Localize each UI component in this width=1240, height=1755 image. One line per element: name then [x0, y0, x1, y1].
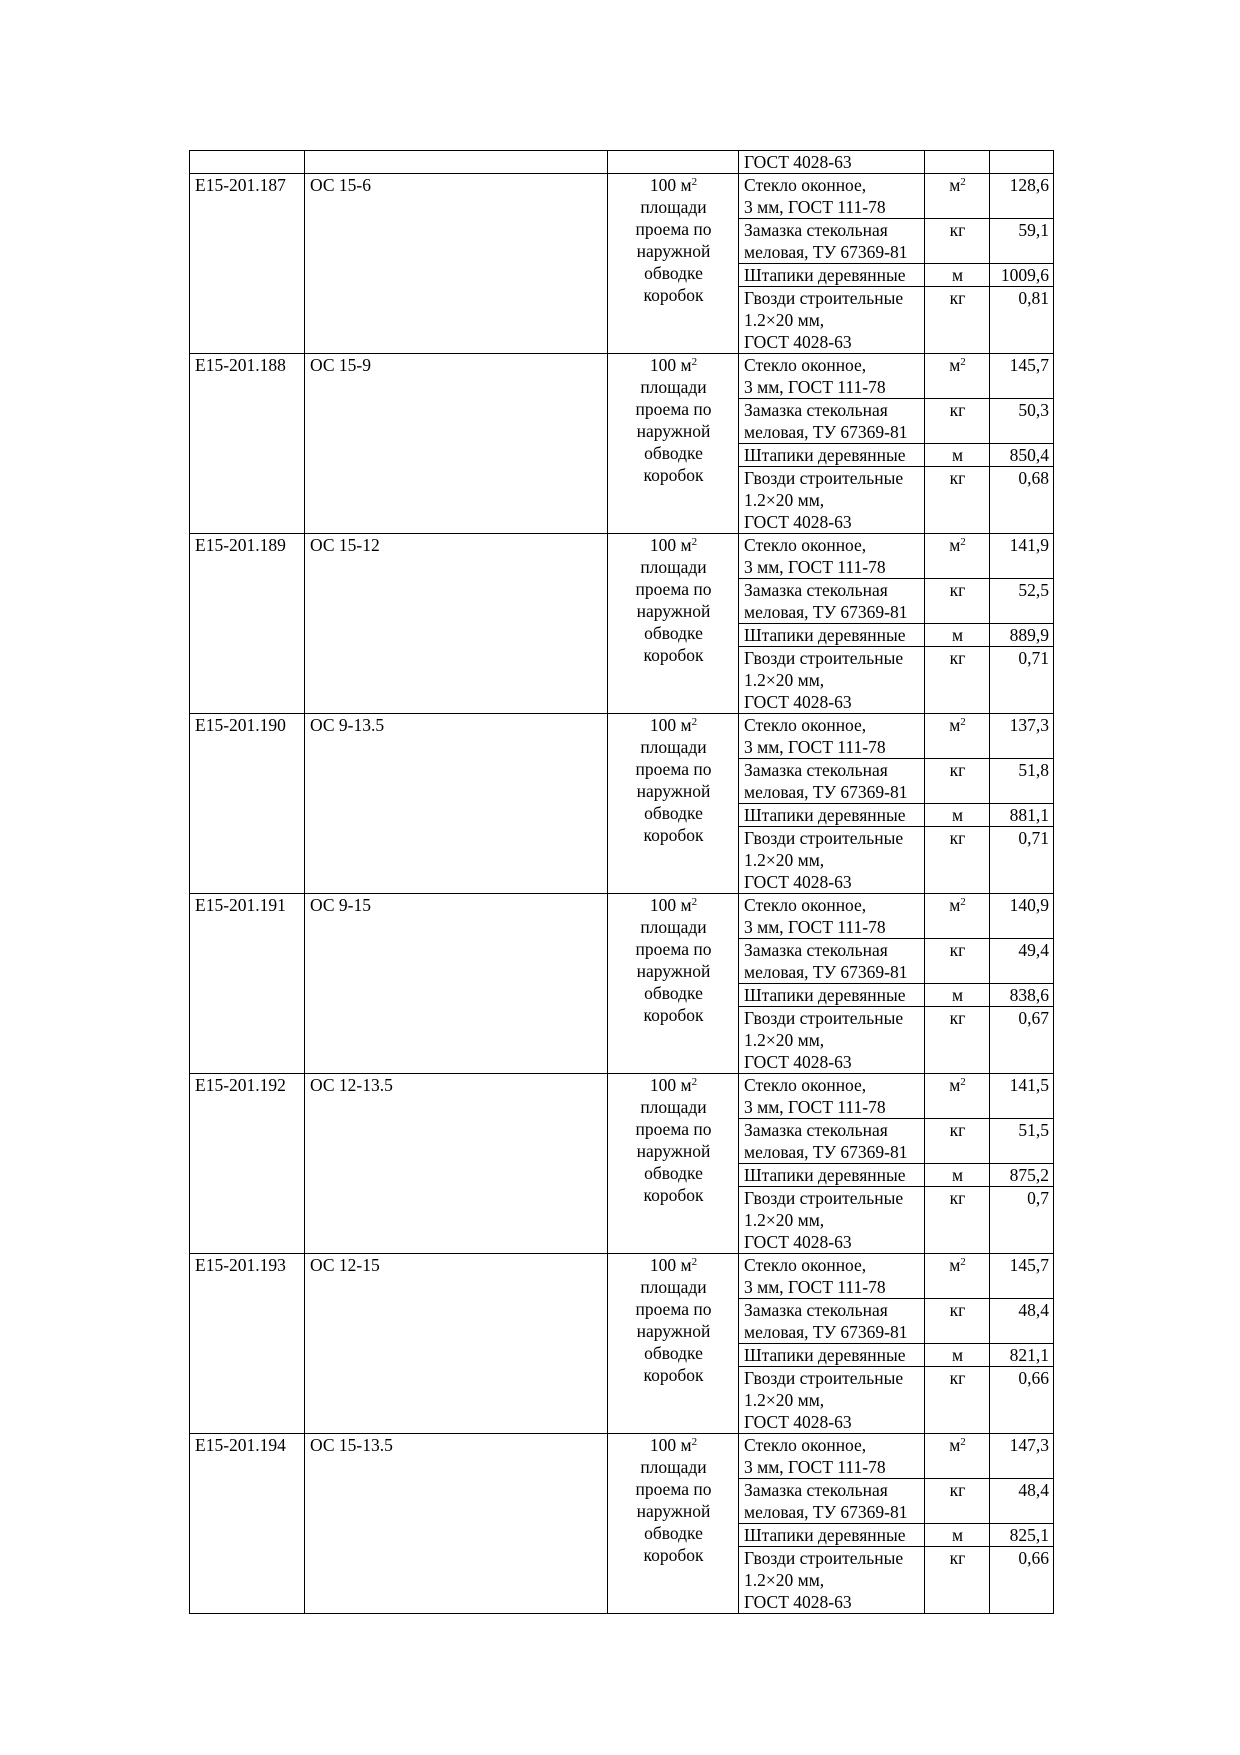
- measure-text: площади проема по наружной обводке коробок: [635, 377, 712, 485]
- text-line: Замазка стекольная: [744, 580, 888, 600]
- qty-bead: 825,1: [990, 1524, 1054, 1547]
- text-line: Замазка стекольная: [744, 1120, 888, 1140]
- text-line: 3 мм, ГОСТ 111-78: [744, 377, 886, 397]
- unit-base: м: [949, 895, 961, 915]
- measure-text: площади проема по наружной обводке коробок: [635, 1097, 712, 1205]
- qty-glass: 145,7: [990, 1254, 1054, 1299]
- code-cell: [190, 151, 305, 174]
- resource-bead: [739, 984, 925, 1007]
- norm-code: Е15-201.190: [190, 714, 305, 894]
- qty-glass: 147,3: [990, 1434, 1054, 1479]
- unit-nails: кг: [925, 1187, 990, 1254]
- text-line: 3 мм, ГОСТ 111-78: [744, 1277, 886, 1297]
- qty-nails: 0,71: [990, 647, 1054, 714]
- resource-bead: [739, 264, 925, 287]
- unit-base: м: [949, 715, 961, 735]
- norm-code: Е15-201.188: [190, 354, 305, 534]
- text-line: Гвозди строительные: [744, 288, 904, 308]
- qty-bead: 881,1: [990, 804, 1054, 827]
- qty-nails: 0,68: [990, 467, 1054, 534]
- norm-name: ОС 9-15: [305, 894, 608, 1074]
- text-line: ГОСТ 4028-63: [744, 692, 852, 712]
- norm-row: [190, 354, 1054, 399]
- text-line: 3 мм, ГОСТ 111-78: [744, 737, 886, 757]
- document-page: [189, 150, 1053, 1614]
- unit-nails: кг: [925, 467, 990, 534]
- name-cell: [305, 151, 608, 174]
- measure-unit: [608, 1074, 739, 1254]
- unit-bead: м: [925, 984, 990, 1007]
- text-line: меловая, ТУ 67369-81: [744, 1502, 908, 1522]
- norm-name: ОС 15-13.5: [305, 1434, 608, 1614]
- text-line: Штапики деревянные: [744, 625, 906, 645]
- norm-row: [190, 714, 1054, 759]
- unit-base: м: [949, 1255, 961, 1275]
- qty-nails: 0,7: [990, 1187, 1054, 1254]
- measure-text: площади проема по наружной обводке коробок: [635, 557, 712, 665]
- unit-glass: [925, 1254, 990, 1299]
- measure-unit: [608, 354, 739, 534]
- norm-row: [190, 1434, 1054, 1479]
- unit-nails: кг: [925, 827, 990, 894]
- resource-glass: [739, 1074, 925, 1119]
- text-line: Замазка стекольная: [744, 220, 888, 240]
- unit-cell: [925, 151, 990, 174]
- text-line: 3 мм, ГОСТ 111-78: [744, 197, 886, 217]
- measure-qty: 100 м: [649, 895, 692, 915]
- text-line: 1.2×20 мм,: [744, 1210, 825, 1230]
- measure-sup: 2: [691, 716, 698, 728]
- qty-bead: 850,4: [990, 444, 1054, 467]
- measure-sup: 2: [691, 356, 698, 368]
- text-line: Штапики деревянные: [744, 265, 906, 285]
- measure-sup: 2: [691, 896, 698, 908]
- qty-putty: 50,3: [990, 399, 1054, 444]
- norms-table: [189, 150, 1054, 1614]
- qty-nails: 0,66: [990, 1547, 1054, 1614]
- qty-putty: 51,5: [990, 1119, 1054, 1164]
- resource-putty: [739, 1119, 925, 1164]
- norm-name: ОС 9-13.5: [305, 714, 608, 894]
- text-line: ГОСТ 4028-63: [744, 1412, 852, 1432]
- resource-bead: [739, 1524, 925, 1547]
- carry-over-row: [190, 151, 1054, 174]
- text-line: 1.2×20 мм,: [744, 850, 825, 870]
- qty-bead: 821,1: [990, 1344, 1054, 1367]
- text-line: меловая, ТУ 67369-81: [744, 962, 908, 982]
- resource-bead: [739, 1164, 925, 1187]
- text-line: 1.2×20 мм,: [744, 1030, 825, 1050]
- qty-nails: 0,66: [990, 1367, 1054, 1434]
- measure-unit: [608, 894, 739, 1074]
- resource-glass: [739, 534, 925, 579]
- unit-putty: кг: [925, 1119, 990, 1164]
- qty-putty: 52,5: [990, 579, 1054, 624]
- measure-qty: 100 м: [649, 1075, 692, 1095]
- norm-code: Е15-201.189: [190, 534, 305, 714]
- text-line: 1.2×20 мм,: [744, 1390, 825, 1410]
- text-line: Гвозди строительные: [744, 1368, 904, 1388]
- unit-bead: м: [925, 444, 990, 467]
- measure-unit: [608, 714, 739, 894]
- resource-nails: [739, 1007, 925, 1074]
- qty-glass: 140,9: [990, 894, 1054, 939]
- measure-text: площади проема по наружной обводке коробок: [635, 197, 712, 305]
- text-line: Штапики деревянные: [744, 1165, 906, 1185]
- text-line: Гвозди строительные: [744, 1188, 904, 1208]
- unit-nails: кг: [925, 287, 990, 354]
- text-line: ГОСТ 4028-63: [744, 512, 852, 532]
- resource-glass: [739, 714, 925, 759]
- text-line: Гвозди строительные: [744, 468, 904, 488]
- unit-sup: 2: [960, 896, 966, 908]
- text-line: 3 мм, ГОСТ 111-78: [744, 917, 886, 937]
- text-line: 1.2×20 мм,: [744, 490, 825, 510]
- measure-unit: [608, 174, 739, 354]
- qty-putty: 49,4: [990, 939, 1054, 984]
- measure-unit: [608, 1254, 739, 1434]
- unit-glass: [925, 1074, 990, 1119]
- unit-sup: 2: [960, 1256, 966, 1268]
- measure-text: площади проема по наружной обводке коробок: [635, 1457, 712, 1565]
- text-line: 1.2×20 мм,: [744, 310, 825, 330]
- norm-row: [190, 534, 1054, 579]
- measure-qty: 100 м: [649, 715, 692, 735]
- norm-name: ОС 12-13.5: [305, 1074, 608, 1254]
- measure-qty: 100 м: [649, 175, 692, 195]
- norm-code: Е15-201.187: [190, 174, 305, 354]
- qty-nails: 0,71: [990, 827, 1054, 894]
- unit-bead: м: [925, 1524, 990, 1547]
- text-line: 1.2×20 мм,: [744, 1570, 825, 1590]
- resource-nails: [739, 1187, 925, 1254]
- unit-nails: кг: [925, 1007, 990, 1074]
- unit-base: м: [949, 1075, 961, 1095]
- norm-row: [190, 1254, 1054, 1299]
- unit-putty: кг: [925, 219, 990, 264]
- text-line: меловая, ТУ 67369-81: [744, 782, 908, 802]
- resource-glass: [739, 1434, 925, 1479]
- resource-putty: [739, 579, 925, 624]
- unit-sup: 2: [960, 1436, 966, 1448]
- unit-sup: 2: [960, 716, 966, 728]
- measure-qty: 100 м: [649, 535, 692, 555]
- measure-sup: 2: [691, 1076, 698, 1088]
- text-line: Штапики деревянные: [744, 1525, 906, 1545]
- qty-bead: 875,2: [990, 1164, 1054, 1187]
- unit-putty: кг: [925, 759, 990, 804]
- text-line: Стекло оконное,: [744, 175, 867, 195]
- unit-putty: кг: [925, 579, 990, 624]
- text-line: Стекло оконное,: [744, 355, 867, 375]
- resource-putty: [739, 1299, 925, 1344]
- measure-qty: 100 м: [649, 1435, 692, 1455]
- text-line: меловая, ТУ 67369-81: [744, 242, 908, 262]
- unit-sup: 2: [960, 536, 966, 548]
- qty-bead: 889,9: [990, 624, 1054, 647]
- text-line: меловая, ТУ 67369-81: [744, 602, 908, 622]
- text-line: Стекло оконное,: [744, 535, 867, 555]
- norm-row: [190, 1074, 1054, 1119]
- qty-putty: 48,4: [990, 1479, 1054, 1524]
- text-line: Стекло оконное,: [744, 895, 867, 915]
- norm-code: Е15-201.194: [190, 1434, 305, 1614]
- measure-unit: [608, 1434, 739, 1614]
- unit-putty: кг: [925, 1299, 990, 1344]
- text-line: Стекло оконное,: [744, 1255, 867, 1275]
- unit-sup: 2: [960, 1076, 966, 1088]
- resource-cell: ГОСТ 4028-63: [739, 151, 925, 174]
- resource-nails: [739, 827, 925, 894]
- unit-base: м: [949, 535, 961, 555]
- text-line: Стекло оконное,: [744, 1435, 867, 1455]
- resource-bead: [739, 804, 925, 827]
- resource-glass: [739, 174, 925, 219]
- norm-name: ОС 15-12: [305, 534, 608, 714]
- text-line: 3 мм, ГОСТ 111-78: [744, 1097, 886, 1117]
- unit-base: м: [949, 175, 961, 195]
- resource-glass: [739, 354, 925, 399]
- unit-base: м: [949, 355, 961, 375]
- resource-nails: [739, 1547, 925, 1614]
- text-line: Штапики деревянные: [744, 1345, 906, 1365]
- qty-nails: 0,81: [990, 287, 1054, 354]
- qty-nails: 0,67: [990, 1007, 1054, 1074]
- text-line: Гвозди строительные: [744, 1008, 904, 1028]
- unit-putty: кг: [925, 399, 990, 444]
- measure-text: площади проема по наружной обводке коробок: [635, 917, 712, 1025]
- text-line: Гвозди строительные: [744, 828, 904, 848]
- unit-glass: [925, 894, 990, 939]
- text-line: ГОСТ 4028-63: [744, 872, 852, 892]
- resource-nails: [739, 1367, 925, 1434]
- unit-sup: 2: [960, 176, 966, 188]
- measure-sup: 2: [691, 1436, 698, 1448]
- measure-text: площади проема по наружной обводке коробок: [635, 737, 712, 845]
- norm-row: [190, 894, 1054, 939]
- qty-bead: 838,6: [990, 984, 1054, 1007]
- text-line: меловая, ТУ 67369-81: [744, 1322, 908, 1342]
- quantity-cell: [990, 151, 1054, 174]
- resource-nails: [739, 467, 925, 534]
- unit-glass: [925, 354, 990, 399]
- text-line: ГОСТ 4028-63: [744, 332, 852, 352]
- resource-putty: [739, 759, 925, 804]
- resource-putty: [739, 219, 925, 264]
- norm-code: Е15-201.192: [190, 1074, 305, 1254]
- unit-glass: [925, 1434, 990, 1479]
- unit-putty: кг: [925, 1479, 990, 1524]
- text-line: ГОСТ 4028-63: [744, 1232, 852, 1252]
- resource-putty: [739, 939, 925, 984]
- unit-glass: [925, 714, 990, 759]
- norm-code: Е15-201.193: [190, 1254, 305, 1434]
- qty-glass: 137,3: [990, 714, 1054, 759]
- resource-bead: [739, 624, 925, 647]
- text-line: ГОСТ 4028-63: [744, 1592, 852, 1612]
- qty-putty: 48,4: [990, 1299, 1054, 1344]
- resource-nails: [739, 647, 925, 714]
- unit-glass: [925, 174, 990, 219]
- qty-putty: 59,1: [990, 219, 1054, 264]
- text-line: 1.2×20 мм,: [744, 670, 825, 690]
- unit-bead: м: [925, 1164, 990, 1187]
- measure-sup: 2: [691, 536, 698, 548]
- measure-unit: [608, 534, 739, 714]
- unit-nails: кг: [925, 1547, 990, 1614]
- qty-glass: 141,9: [990, 534, 1054, 579]
- unit-glass: [925, 534, 990, 579]
- text-line: меловая, ТУ 67369-81: [744, 1142, 908, 1162]
- measure-cell: [608, 151, 739, 174]
- resource-nails: [739, 287, 925, 354]
- text-line: Гвозди строительные: [744, 1548, 904, 1568]
- norm-row: [190, 174, 1054, 219]
- text-line: Замазка стекольная: [744, 760, 888, 780]
- text-line: Штапики деревянные: [744, 445, 906, 465]
- unit-nails: кг: [925, 1367, 990, 1434]
- unit-nails: кг: [925, 647, 990, 714]
- norm-name: ОС 12-15: [305, 1254, 608, 1434]
- qty-glass: 141,5: [990, 1074, 1054, 1119]
- measure-qty: 100 м: [649, 1255, 692, 1275]
- text-line: Стекло оконное,: [744, 1075, 867, 1095]
- norm-name: ОС 15-9: [305, 354, 608, 534]
- unit-bead: м: [925, 1344, 990, 1367]
- text-line: Стекло оконное,: [744, 715, 867, 735]
- resource-bead: [739, 444, 925, 467]
- unit-base: м: [949, 1435, 961, 1455]
- resource-putty: [739, 399, 925, 444]
- measure-qty: 100 м: [649, 355, 692, 375]
- qty-bead: 1009,6: [990, 264, 1054, 287]
- qty-putty: 51,8: [990, 759, 1054, 804]
- text-line: Штапики деревянные: [744, 985, 906, 1005]
- unit-bead: м: [925, 624, 990, 647]
- qty-glass: 145,7: [990, 354, 1054, 399]
- qty-glass: 128,6: [990, 174, 1054, 219]
- unit-putty: кг: [925, 939, 990, 984]
- norm-name: ОС 15-6: [305, 174, 608, 354]
- measure-text: площади проема по наружной обводке коробок: [635, 1277, 712, 1385]
- text-line: Штапики деревянные: [744, 805, 906, 825]
- resource-glass: [739, 1254, 925, 1299]
- text-line: 3 мм, ГОСТ 111-78: [744, 1457, 886, 1477]
- resource-bead: [739, 1344, 925, 1367]
- text-line: Замазка стекольная: [744, 1480, 888, 1500]
- text-line: Замазка стекольная: [744, 940, 888, 960]
- unit-bead: м: [925, 804, 990, 827]
- text-line: 3 мм, ГОСТ 111-78: [744, 557, 886, 577]
- measure-sup: 2: [691, 1256, 698, 1268]
- unit-sup: 2: [960, 356, 966, 368]
- measure-sup: 2: [691, 176, 698, 188]
- text-line: ГОСТ 4028-63: [744, 1052, 852, 1072]
- resource-glass: [739, 894, 925, 939]
- norm-code: Е15-201.191: [190, 894, 305, 1074]
- text-line: Замазка стекольная: [744, 1300, 888, 1320]
- text-line: Гвозди строительные: [744, 648, 904, 668]
- text-line: меловая, ТУ 67369-81: [744, 422, 908, 442]
- unit-bead: м: [925, 264, 990, 287]
- resource-putty: [739, 1479, 925, 1524]
- text-line: Замазка стекольная: [744, 400, 888, 420]
